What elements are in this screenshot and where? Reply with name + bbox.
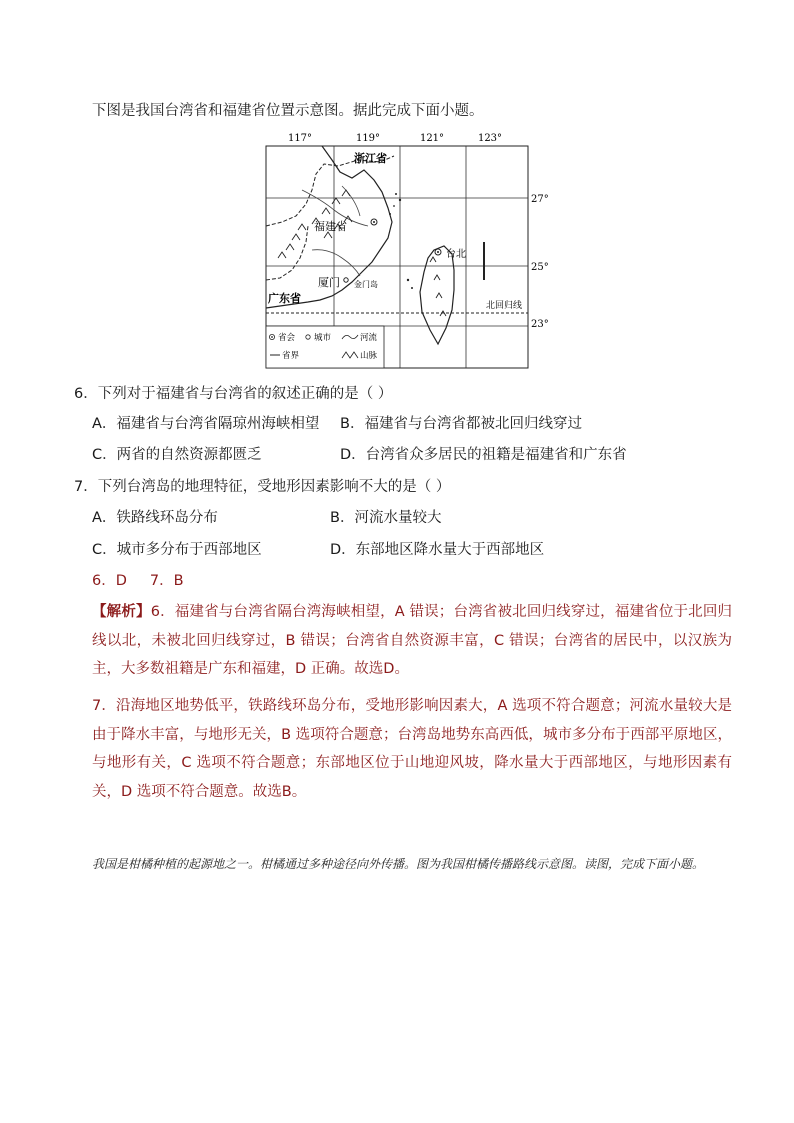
xiamen-marker [344,278,348,282]
lat-label-27: 27° [531,194,549,205]
label-fujian: 福建省 [314,220,347,233]
label-tropic: 北回归线 [486,301,523,311]
question-7-option-a: A．铁路线环岛分布 [92,510,218,526]
legend-city: 城市 [314,333,332,343]
islands [389,193,413,289]
legend-river: 河流 [360,333,378,343]
lon-label-121: 121° [419,133,445,144]
legend-capital: 省会 [278,333,296,343]
location-map [262,130,552,370]
taiwan-island [420,246,454,344]
question-6-option-b: B．福建省与台湾省都被北回归线穿过 [340,416,582,432]
question-6-option-a: A．福建省与台湾省隔琼州海峡相望 [92,416,320,432]
province-border-west [266,226,308,280]
analysis-text-6: 6．福建省与台湾省隔台湾海峡相望，A 错误；台湾省被北回归线穿过，福建省位于北回归线以北，未被北回归线穿过，B 错误；台湾省自然资源丰富，C 错误；台湾省的居民中，以汉族为主，大多数祖籍是广东和福建，D 正确。故选D。 [92,604,732,677]
label-zhejiang: 浙江省 [354,152,387,165]
question-6-option-d: D．台湾省众多居民的祖籍是福建省和广东省 [340,447,627,463]
lon-label-117: 117° [287,133,313,144]
question-7-option-d: D．东部地区降水量大于西部地区 [330,542,545,558]
legend-capital-dot [271,336,273,338]
analysis-tag: 【解析】 [92,604,151,620]
intro-text: 下图是我国台湾省和福建省位置示意图。据此完成下面小题。 [92,103,484,119]
question-6-option-c: C．两省的自然资源都匮乏 [92,447,262,463]
answer-line: 6．D 7．B [92,573,184,589]
next-material-intro: 我国是柑橘种植的起源地之一。柑橘通过多种途径向外传播。图为我国柑橘传播路线示意图。读图，完成下面小题。 [92,857,705,871]
question-7-option-b: B．河流水量较大 [330,510,442,526]
river-3 [342,186,360,216]
question-7-stem: 7．下列台湾岛的地理特征，受地形因素影响不大的是（ ） [74,479,451,495]
label-guangdong: 广东省 [268,292,301,305]
lon-label-119: 119° [355,133,381,144]
question-7-option-c: C．城市多分布于西部地区 [92,542,262,558]
label-taibei: 台北 [446,249,466,260]
lat-label-23: 23° [531,319,549,330]
river-2 [312,250,360,276]
lat-label-25: 25° [531,262,549,273]
fuzhou-capital-dot [373,221,375,223]
label-jinmen: 金门岛 [354,280,378,289]
label-xiamen: 厦门 [318,276,340,289]
province-border-north [266,156,394,226]
analysis-paragraph-1 [92,598,732,684]
lon-label-123: 123° [477,133,503,144]
analysis-paragraph-2: 7．沿海地区地势低平，铁路线环岛分布，受地形影响因素大，A 选项不符合题意；河流水量较大是由于降水丰富，与地形无关，B 选项符合题意；台湾岛地势东高西低，城市多分布于西部平原地区，与地形有关，C 选项不符合题意；东部地区位于山地迎风坡，降水量大于西部地区，与地形因素有关，D 选项不符合题意。故选B。 [92,698,732,800]
question-6-stem: 6．下列对于福建省与台湾省的叙述正确的是（ ） [74,386,393,402]
legend-mountain: 山脉 [360,351,378,361]
taibei-dot [437,251,439,253]
legend-border: 省界 [282,351,300,361]
